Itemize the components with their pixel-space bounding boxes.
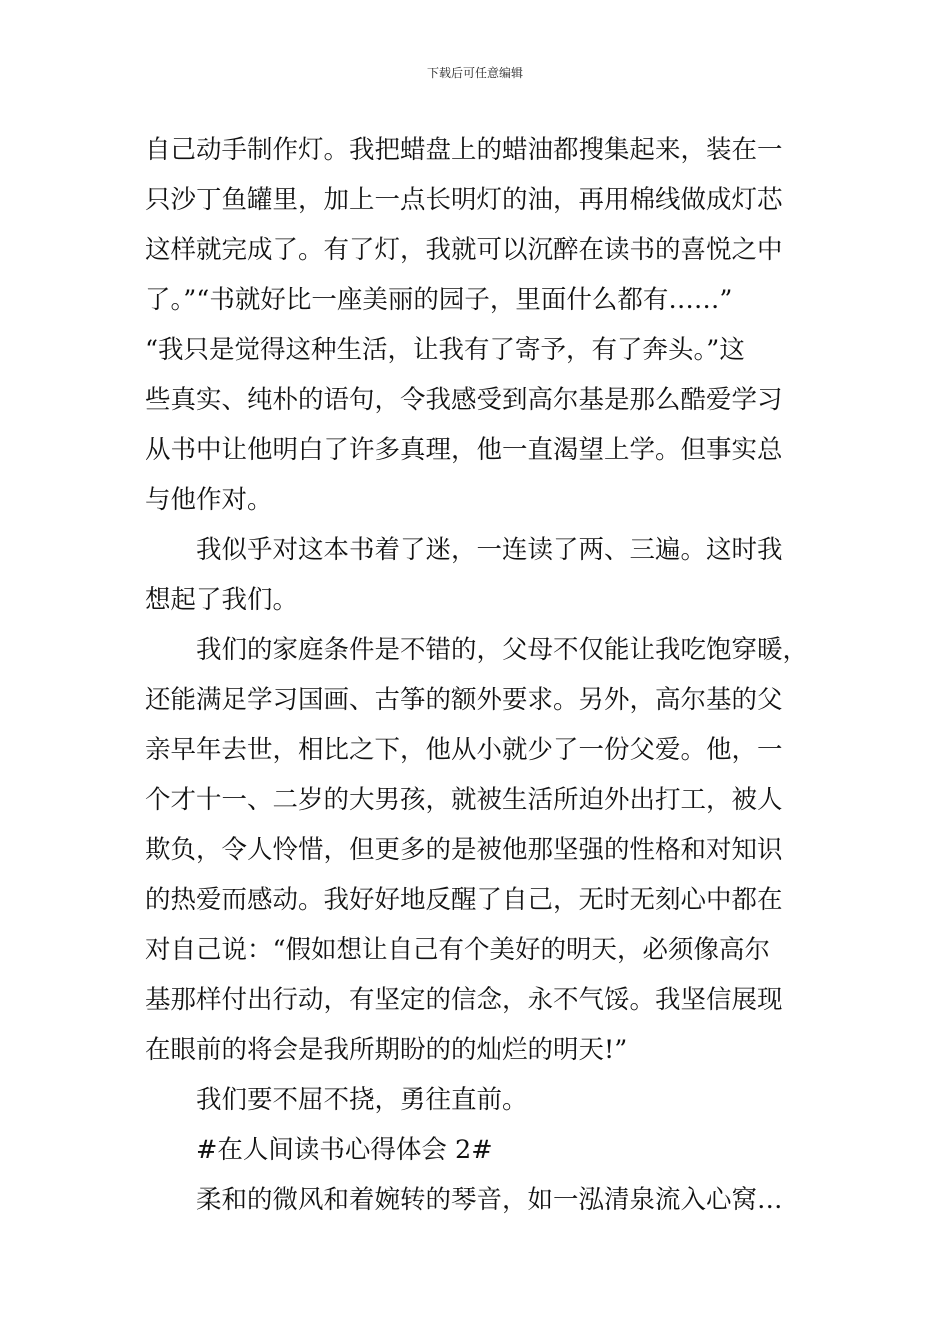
text-line: 在眼前的将会是我所期盼的的灿烂的明天!”	[145, 1035, 628, 1065]
text-line: 的热爱而感动。我好好地反醒了自己，无时无刻心中都在	[145, 885, 783, 915]
text-line: 我似乎对这本书着了迷，一连读了两、三遍。这时我	[196, 535, 783, 565]
text-line: “我只是觉得这种生活，让我有了寄予，有了奔头。”这	[145, 335, 745, 365]
text-line: 柔和的微风和着婉转的琴音，如一泓清泉流入心窝…	[196, 1185, 783, 1215]
header-text: 下载后可任意编辑	[426, 66, 523, 80]
text-line: 自己动手制作灯。我把蜡盘上的蜡油都搜集起来，装在一	[145, 135, 783, 165]
text-line: 从书中让他明白了许多真理，他一直渴望上学。但事实总	[145, 435, 783, 465]
text-line: 还能满足学习国画、古筝的额外要求。另外，高尔基的父	[145, 685, 783, 715]
text-line: 欺负，令人怜惜，但更多的是被他那坚强的性格和对知识	[145, 835, 783, 865]
document-body	[145, 125, 817, 1225]
text-line: 对自己说：“假如想让自己有个美好的明天，必须像高尔	[145, 935, 771, 965]
text-line: 亲早年去世，相比之下，他从小就少了一份父爱。他，一	[145, 735, 783, 765]
page-header	[0, 64, 950, 82]
text-line: 只沙丁鱼罐里，加上一点长明灯的油，再用棉线做成灯芯	[145, 185, 783, 215]
text-line: 我们的家庭条件是不错的，父母不仅能让我吃饱穿暖，	[196, 635, 809, 665]
section-heading: #在人间读书心得体会 2#	[196, 1135, 493, 1165]
text-line: 基那样付出行动，有坚定的信念，永不气馁。我坚信展现	[145, 985, 783, 1015]
text-line: 了。”“书就好比一座美丽的园子，里面什么都有……”	[145, 285, 733, 315]
text-line: 我们要不屈不挠，勇往直前。	[196, 1085, 528, 1115]
text-line: 个才十一、二岁的大男孩，就被生活所迫外出打工，被人	[145, 785, 783, 815]
text-line: 想起了我们。	[145, 585, 299, 615]
text-line: 这样就完成了。有了灯，我就可以沉醉在读书的喜悦之中	[145, 235, 783, 265]
text-line: 与他作对。	[145, 485, 273, 515]
text-line: 些真实、纯朴的语句，令我感受到高尔基是那么酷爱学习	[145, 385, 783, 415]
